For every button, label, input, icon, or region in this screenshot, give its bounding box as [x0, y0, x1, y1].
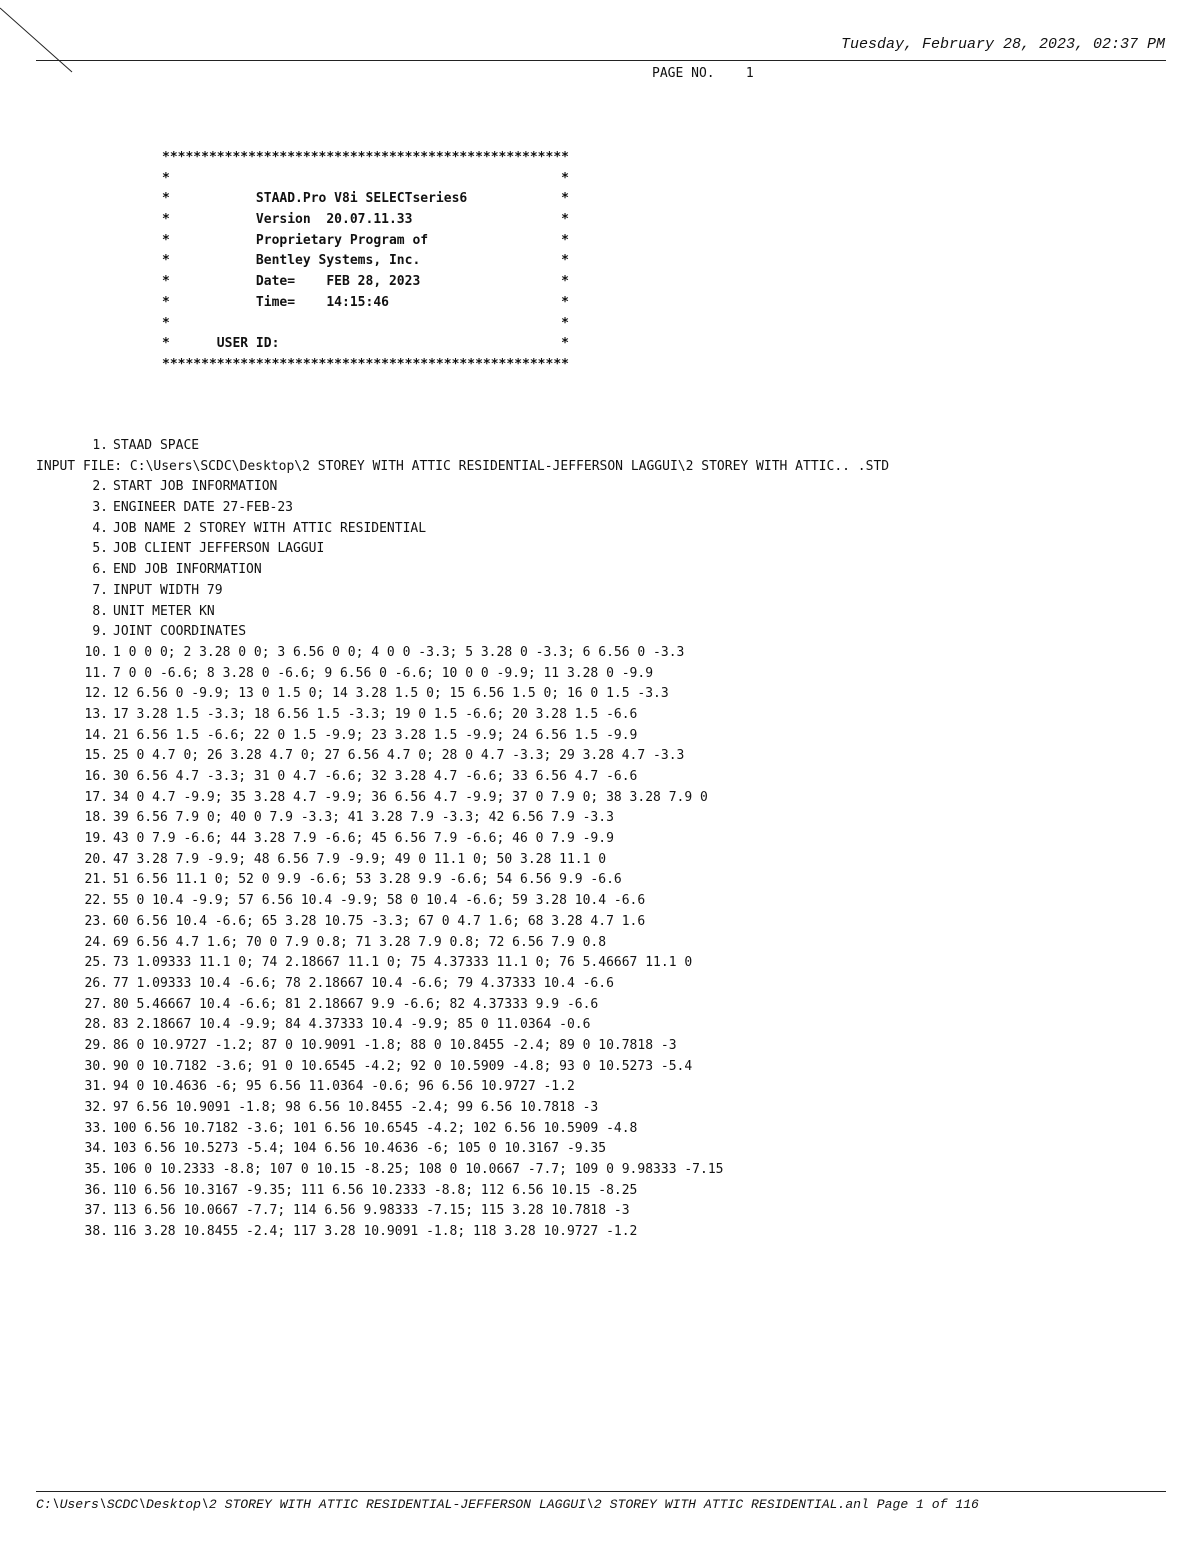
- listing-line: [36, 602, 889, 623]
- banner-line: * STAAD.Pro V8i SELECTseries6 *: [162, 191, 569, 207]
- listing-line: [36, 829, 889, 850]
- line-text: UNIT METER KN: [113, 603, 215, 619]
- banner-line: * Proprietary Program of *: [162, 232, 569, 248]
- line-text: 51 6.56 11.1 0; 52 0 9.9 -6.6; 53 3.28 9.9 -6.6; 54 6.56 9.9 -6.6: [113, 872, 622, 888]
- listing-line: [36, 1119, 889, 1140]
- line-text: 55 0 10.4 -9.9; 57 6.56 10.4 -9.9; 58 0 10.4 -6.6; 59 3.28 10.4 -6.6: [113, 893, 646, 909]
- header-rule: [36, 60, 1166, 61]
- line-text: END JOB INFORMATION: [113, 562, 262, 578]
- listing-line: [36, 1181, 889, 1202]
- line-text: 80 5.46667 10.4 -6.6; 81 2.18667 9.9 -6.6; 82 4.37333 9.9 -6.6: [113, 996, 599, 1012]
- line-text: 47 3.28 7.9 -9.9; 48 6.56 7.9 -9.9; 49 0 11.1 0; 50 3.28 11.1 0: [113, 851, 607, 867]
- line-number: 11.: [84, 665, 108, 681]
- line-text: 103 6.56 10.5273 -5.4; 104 6.56 10.4636 -6; 105 0 10.3167 -9.35: [113, 1141, 607, 1157]
- listing-line: [36, 788, 889, 809]
- line-number: 37.: [84, 1203, 108, 1219]
- listing-line: [36, 767, 889, 788]
- line-text: 12 6.56 0 -9.9; 13 0 1.5 0; 14 3.28 1.5 0; 15 6.56 1.5 0; 16 0 1.5 -3.3: [113, 686, 669, 702]
- listing-line: [36, 1077, 889, 1098]
- line-number: 5.: [92, 541, 108, 557]
- line-number: 13.: [84, 706, 108, 722]
- listing-line: [36, 1015, 889, 1036]
- line-number: 1.: [92, 438, 108, 453]
- corner-fold-line: [0, 0, 80, 80]
- line-number: 24.: [84, 934, 108, 950]
- line-number: 4.: [92, 520, 108, 536]
- header-date: Tuesday, February 28, 2023, 02:37 PM: [840, 36, 1165, 53]
- line-number: 9.: [92, 624, 108, 640]
- listing-line: [36, 891, 889, 912]
- line-text: 25 0 4.7 0; 26 3.28 4.7 0; 27 6.56 4.7 0; 28 0 4.7 -3.3; 29 3.28 4.7 -3.3: [113, 748, 685, 764]
- line-text: ENGINEER DATE 27-FEB-23: [113, 500, 294, 516]
- page-number: PAGE NO. 1: [652, 66, 754, 81]
- line-text: 7 0 0 -6.6; 8 3.28 0 -6.6; 9 6.56 0 -6.6; 10 0 0 -9.9; 11 3.28 0 -9.9: [113, 665, 654, 681]
- line-number: 34.: [84, 1141, 108, 1157]
- line-text: JOINT COORDINATES: [113, 624, 247, 640]
- line-text: 43 0 7.9 -6.6; 44 3.28 7.9 -6.6; 45 6.56 7.9 -6.6; 46 0 7.9 -9.9: [113, 831, 614, 847]
- line-text: INPUT FILE: C:\Users\SCDC\Desktop\2 STOREY WITH ATTIC RESIDENTIAL-JEFFERSON LAGGUI\2 STOREY WITH ATTIC.. .STD: [36, 458, 890, 474]
- line-text: 69 6.56 4.7 1.6; 70 0 7.9 0.8; 71 3.28 7.9 0.8; 72 6.56 7.9 0.8: [113, 934, 607, 950]
- line-text: 30 6.56 4.7 -3.3; 31 0 4.7 -6.6; 32 3.28 4.7 -6.6; 33 6.56 4.7 -6.6: [113, 769, 638, 784]
- line-number: 38.: [84, 1224, 108, 1240]
- line-text: 17 3.28 1.5 -3.3; 18 6.56 1.5 -3.3; 19 0 1.5 -6.6; 20 3.28 1.5 -6.6: [113, 706, 638, 722]
- footer-rule: [36, 1491, 1166, 1492]
- listing-line: [36, 808, 889, 829]
- input-listing: [36, 436, 889, 1243]
- listing-line: [36, 457, 889, 478]
- line-text: 77 1.09333 10.4 -6.6; 78 2.18667 10.4 -6.6; 79 4.37333 10.4 -6.6: [113, 975, 614, 991]
- line-text: 97 6.56 10.9091 -1.8; 98 6.56 10.8455 -2.4; 99 6.56 10.7818 -3: [113, 1100, 599, 1115]
- line-text: 39 6.56 7.9 0; 40 0 7.9 -3.3; 41 3.28 7.9 -3.3; 42 6.56 7.9 -3.3: [113, 810, 614, 826]
- line-text: 34 0 4.7 -9.9; 35 3.28 4.7 -9.9; 36 6.56 4.7 -9.9; 37 0 7.9 0; 38 3.28 7.9 0: [113, 789, 708, 805]
- footer-file-path: C:\Users\SCDC\Desktop\2 STOREY WITH ATTIC RESIDENTIAL-JEFFERSON LAGGUI\2 STOREY WITH ATTIC RESIDENTIAL.anl Page 1 of 116: [36, 1497, 979, 1512]
- line-text: 106 0 10.2333 -8.8; 107 0 10.15 -8.25; 108 0 10.0667 -7.7; 109 0 9.98333 -7.15: [113, 1162, 724, 1178]
- banner-line: * *: [162, 170, 569, 186]
- line-text: START JOB INFORMATION: [113, 479, 278, 495]
- line-text: 83 2.18667 10.4 -9.9; 84 4.37333 10.4 -9.9; 85 0 11.0364 -0.6: [113, 1017, 591, 1033]
- line-number: 23.: [84, 913, 108, 929]
- line-number: 10.: [84, 644, 108, 660]
- line-text: 86 0 10.9727 -1.2; 87 0 10.9091 -1.8; 88 0 10.8455 -2.4; 89 0 10.7818 -3: [113, 1037, 677, 1053]
- line-text: 94 0 10.4636 -6; 95 6.56 11.0364 -0.6; 96 6.56 10.9727 -1.2: [113, 1079, 575, 1095]
- line-number: 21.: [84, 872, 108, 888]
- program-banner: [162, 148, 569, 376]
- listing-line: [36, 560, 889, 581]
- line-number: 14.: [84, 727, 108, 743]
- listing-line: [36, 850, 889, 871]
- line-text: INPUT WIDTH 79: [113, 582, 223, 598]
- line-number: 15.: [84, 748, 108, 764]
- listing-line: [36, 1036, 889, 1057]
- banner-line: ****************************************************: [162, 356, 569, 372]
- listing-line: [36, 1139, 889, 1160]
- line-text: 1 0 0 0; 2 3.28 0 0; 3 6.56 0 0; 4 0 0 -3.3; 5 3.28 0 -3.3; 6 6.56 0 -3.3: [113, 644, 685, 660]
- listing-line: [36, 726, 889, 747]
- line-number: 33.: [84, 1120, 108, 1136]
- listing-line: [36, 870, 889, 891]
- listing-line: [36, 498, 889, 519]
- listing-line: [36, 705, 889, 726]
- line-number: 6.: [92, 562, 108, 578]
- line-text: 21 6.56 1.5 -6.6; 22 0 1.5 -9.9; 23 3.28 1.5 -9.9; 24 6.56 1.5 -9.9: [113, 727, 638, 743]
- line-number: 30.: [84, 1058, 108, 1074]
- listing-line: [36, 1201, 889, 1222]
- banner-line: * Time= 14:15:46 *: [162, 294, 569, 310]
- line-number: 2.: [92, 479, 108, 495]
- listing-line: [36, 1057, 889, 1078]
- listing-line: [36, 933, 889, 954]
- listing-line: [36, 581, 889, 602]
- listing-line: [36, 664, 889, 685]
- line-text: 116 3.28 10.8455 -2.4; 117 3.28 10.9091 -1.8; 118 3.28 10.9727 -1.2: [113, 1224, 638, 1240]
- line-number: 32.: [84, 1100, 108, 1115]
- line-text: 100 6.56 10.7182 -3.6; 101 6.56 10.6545 -4.2; 102 6.56 10.5909 -4.8: [113, 1120, 638, 1136]
- line-number: 26.: [84, 975, 108, 991]
- listing-line: [36, 684, 889, 705]
- line-text: 60 6.56 10.4 -6.6; 65 3.28 10.75 -3.3; 67 0 4.7 1.6; 68 3.28 4.7 1.6: [113, 913, 646, 929]
- listing-line: [36, 995, 889, 1016]
- listing-line: [36, 477, 889, 498]
- listing-line: [36, 1222, 889, 1243]
- line-text: 110 6.56 10.3167 -9.35; 111 6.56 10.2333 -8.8; 112 6.56 10.15 -8.25: [113, 1182, 638, 1198]
- line-number: 27.: [84, 996, 108, 1012]
- listing-line: [36, 622, 889, 643]
- line-text: STAAD SPACE: [113, 438, 200, 453]
- line-number: 35.: [84, 1162, 108, 1178]
- listing-line: [36, 746, 889, 767]
- banner-line: * Date= FEB 28, 2023 *: [162, 274, 569, 290]
- banner-line: ****************************************************: [162, 150, 569, 165]
- line-number: 12.: [84, 686, 108, 702]
- line-number: 16.: [84, 769, 108, 784]
- listing-line: [36, 1098, 889, 1119]
- line-text: JOB CLIENT JEFFERSON LAGGUI: [113, 541, 325, 557]
- line-number: 20.: [84, 851, 108, 867]
- line-number: 36.: [84, 1182, 108, 1198]
- listing-line: [36, 643, 889, 664]
- line-number: 19.: [84, 831, 108, 847]
- banner-line: * Bentley Systems, Inc. *: [162, 253, 569, 269]
- banner-line: * USER ID: *: [162, 336, 569, 352]
- line-number: 28.: [84, 1017, 108, 1033]
- line-text: 113 6.56 10.0667 -7.7; 114 6.56 9.98333 -7.15; 115 3.28 10.7818 -3: [113, 1203, 630, 1219]
- listing-line: [36, 436, 889, 457]
- listing-line: [36, 912, 889, 933]
- line-number: 8.: [92, 603, 108, 619]
- line-number: 22.: [84, 893, 108, 909]
- line-number: 31.: [84, 1079, 108, 1095]
- line-number: 18.: [84, 810, 108, 826]
- banner-line: * *: [162, 315, 569, 331]
- line-number: 29.: [84, 1037, 108, 1053]
- line-number: 7.: [92, 582, 108, 598]
- line-number: 17.: [84, 789, 108, 805]
- listing-line: [36, 953, 889, 974]
- listing-line: [36, 539, 889, 560]
- listing-line: [36, 1160, 889, 1181]
- line-text: JOB NAME 2 STOREY WITH ATTIC RESIDENTIAL: [113, 520, 427, 536]
- line-number: 3.: [92, 500, 108, 516]
- banner-line: * Version 20.07.11.33 *: [162, 212, 569, 228]
- line-text: 90 0 10.7182 -3.6; 91 0 10.6545 -4.2; 92 0 10.5909 -4.8; 93 0 10.5273 -5.4: [113, 1058, 693, 1074]
- listing-line: [36, 974, 889, 995]
- listing-line: [36, 519, 889, 540]
- line-number: 25.: [84, 955, 108, 971]
- line-text: 73 1.09333 11.1 0; 74 2.18667 11.1 0; 75 4.37333 11.1 0; 76 5.46667 11.1 0: [113, 955, 693, 971]
